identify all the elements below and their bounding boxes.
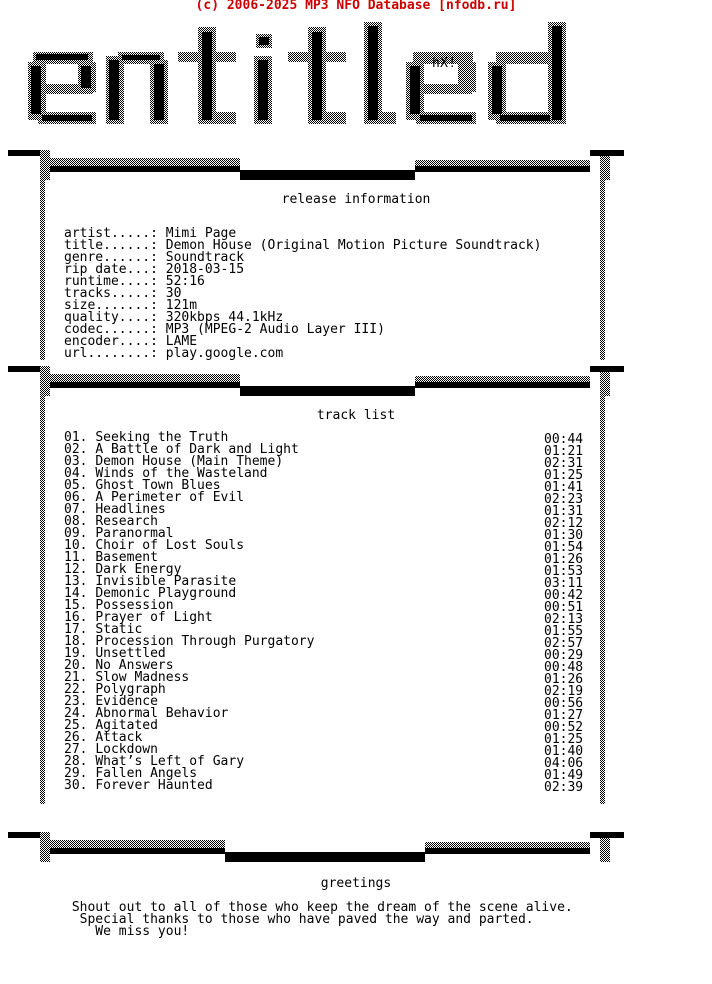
track-title: Lockdown bbox=[95, 742, 158, 757]
field-size: size.......: 121m bbox=[64, 298, 198, 313]
track-duration: 01:26 bbox=[544, 672, 584, 687]
track-number: 14. bbox=[64, 586, 88, 601]
track-duration: 01:30 bbox=[544, 528, 584, 543]
field-artist: artist.....: Mimi Page bbox=[64, 226, 237, 241]
track-duration: 03:11 bbox=[544, 576, 584, 591]
track-number: 11. bbox=[64, 550, 88, 565]
track-number: 17. bbox=[64, 622, 88, 637]
track-number: 15. bbox=[64, 598, 88, 613]
track-title: Paranormal bbox=[95, 526, 174, 541]
track-title: Choir of Lost Souls bbox=[95, 538, 245, 553]
greeting-line: Shout out to all of those who keep the dream of the scene alive. bbox=[64, 900, 573, 915]
track-number: 27. bbox=[64, 742, 88, 757]
release-heading: release information bbox=[281, 192, 431, 207]
track-title: Research bbox=[95, 514, 158, 529]
track-title: Dark Energy bbox=[95, 562, 182, 577]
track-number: 19. bbox=[64, 646, 88, 661]
track-duration: 01:53 bbox=[544, 564, 584, 579]
track-title: Ghost Town Blues bbox=[95, 478, 221, 493]
track-number: 24. bbox=[64, 706, 88, 721]
track-duration: 01:21 bbox=[544, 444, 584, 459]
track-title: Procession Through Purgatory bbox=[95, 634, 315, 649]
track-number: 03. bbox=[64, 454, 88, 469]
track-duration: 02:12 bbox=[544, 516, 584, 531]
track-duration: 00:42 bbox=[544, 588, 584, 603]
track-duration: 02:23 bbox=[544, 492, 584, 507]
track-number: 26. bbox=[64, 730, 88, 745]
track-title: A Perimeter of Evil bbox=[95, 490, 245, 505]
track-title: Agitated bbox=[95, 718, 158, 733]
track-title: No Answers bbox=[95, 658, 174, 673]
track-number: 20. bbox=[64, 658, 88, 673]
track-duration: 00:48 bbox=[544, 660, 584, 675]
logo-tag: hX! bbox=[432, 56, 457, 71]
tracklist-heading: track list bbox=[316, 408, 396, 423]
track-title: Attack bbox=[95, 730, 143, 745]
track-duration: 01:41 bbox=[544, 480, 584, 495]
field-quality: quality....: 320kbps 44.1kHz bbox=[64, 310, 284, 325]
track-duration: 01:54 bbox=[544, 540, 584, 555]
entitled-logo bbox=[28, 22, 628, 137]
greetings-heading: greetings bbox=[320, 876, 392, 891]
track-duration: 01:26 bbox=[544, 552, 584, 567]
track-title: A Battle of Dark and Light bbox=[95, 442, 299, 457]
track-title: Fallen Angels bbox=[95, 766, 198, 781]
track-duration: 02:57 bbox=[544, 636, 584, 651]
track-number: 12. bbox=[64, 562, 88, 577]
track-duration: 04:06 bbox=[544, 756, 584, 771]
field-rip-date: rip date...: 2018-03-15 bbox=[64, 262, 245, 277]
track-title: Invisible Parasite bbox=[95, 574, 237, 589]
track-title: Prayer of Light bbox=[95, 610, 213, 625]
track-duration: 01:25 bbox=[544, 732, 584, 747]
track-duration: 00:51 bbox=[544, 600, 584, 615]
track-number: 18. bbox=[64, 634, 88, 649]
field-title: title......: Demon House (Original Motion Picture Soundtrack) bbox=[64, 238, 542, 253]
track-title: What’s Left of Gary bbox=[95, 754, 245, 769]
track-number: 05. bbox=[64, 478, 88, 493]
track-number: 08. bbox=[64, 514, 88, 529]
track-number: 02. bbox=[64, 442, 88, 457]
field-url: url........: play.google.com bbox=[64, 346, 284, 361]
greeting-line: We miss you! bbox=[64, 924, 190, 939]
track-duration: 00:56 bbox=[544, 696, 584, 711]
track-number: 09. bbox=[64, 526, 88, 541]
track-number: 21. bbox=[64, 670, 88, 685]
track-duration: 01:49 bbox=[544, 768, 584, 783]
track-title: Polygraph bbox=[95, 682, 166, 697]
track-duration: 02:19 bbox=[544, 684, 584, 699]
track-title: Forever Haunted bbox=[95, 778, 213, 793]
track-number: 01. bbox=[64, 430, 88, 445]
track-number: 25. bbox=[64, 718, 88, 733]
track-number: 28. bbox=[64, 754, 88, 769]
track-title: Headlines bbox=[95, 502, 166, 517]
track-title: Seeking the Truth bbox=[95, 430, 229, 445]
track-title: Demon House (Main Theme) bbox=[95, 454, 284, 469]
field-genre: genre......: Soundtrack bbox=[64, 250, 245, 265]
track-duration: 00:52 bbox=[544, 720, 584, 735]
track-duration: 01:25 bbox=[544, 468, 584, 483]
greetings-frame bbox=[0, 832, 712, 872]
site-header: (c) 2006-2025 MP3 NFO Database [nfodb.ru] bbox=[195, 0, 517, 13]
track-number: 29. bbox=[64, 766, 88, 781]
track-number: 13. bbox=[64, 574, 88, 589]
track-title: Basement bbox=[95, 550, 158, 565]
track-number: 06. bbox=[64, 490, 88, 505]
track-duration: 02:31 bbox=[544, 456, 584, 471]
field-runtime: runtime....: 52:16 bbox=[64, 274, 205, 289]
track-title: Evidence bbox=[95, 694, 158, 709]
track-title: Unsettled bbox=[95, 646, 166, 661]
track-title: Possession bbox=[95, 598, 174, 613]
track-title: Slow Madness bbox=[95, 670, 190, 685]
field-encoder: encoder....: LAME bbox=[64, 334, 198, 349]
track-title: Abnormal Behavior bbox=[95, 706, 229, 721]
track-title: Static bbox=[95, 622, 143, 637]
track-number: 07. bbox=[64, 502, 88, 517]
track-number: 30. bbox=[64, 778, 88, 793]
track-number: 22. bbox=[64, 682, 88, 697]
track-duration: 01:27 bbox=[544, 708, 584, 723]
track-duration: 01:31 bbox=[544, 504, 584, 519]
track-title: Winds of the Wasteland bbox=[95, 466, 268, 481]
track-number: 16. bbox=[64, 610, 88, 625]
track-duration: 00:29 bbox=[544, 648, 584, 663]
track-duration: 02:13 bbox=[544, 612, 584, 627]
track-number: 10. bbox=[64, 538, 88, 553]
track-duration: 02:39 bbox=[544, 780, 584, 795]
track-duration: 00:44 bbox=[544, 432, 584, 447]
track-title: Demonic Playground bbox=[95, 586, 237, 601]
field-codec: codec......: MP3 (MPEG-2 Audio Layer III) bbox=[64, 322, 385, 337]
track-duration: 01:55 bbox=[544, 624, 584, 639]
field-tracks: tracks.....: 30 bbox=[64, 286, 182, 301]
track-number: 23. bbox=[64, 694, 88, 709]
track-number: 04. bbox=[64, 466, 88, 481]
greeting-line: Special thanks to those who have paved the way and parted. bbox=[64, 912, 534, 927]
track-duration: 01:40 bbox=[544, 744, 584, 759]
